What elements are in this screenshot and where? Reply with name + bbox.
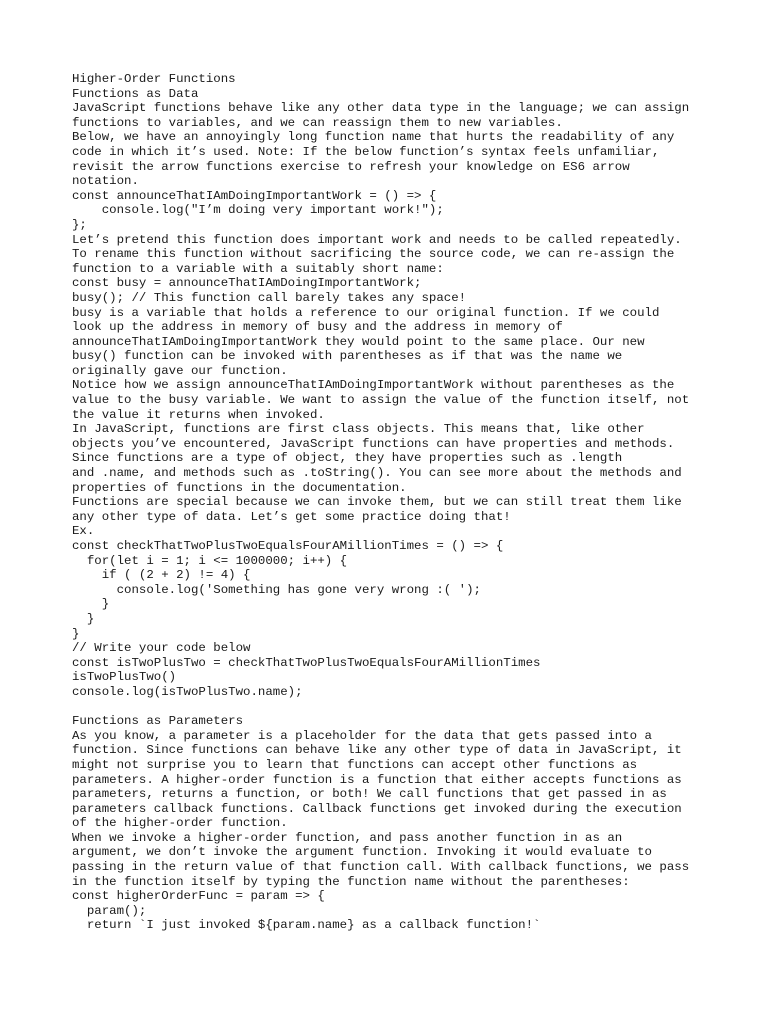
text-line: busy() function can be invoked with parentheses as if that was the name we: [72, 349, 623, 364]
text-line: console.log(isTwoPlusTwo.name);: [72, 684, 303, 699]
text-line: properties of functions in the documentation.: [72, 480, 407, 495]
text-line: }: [72, 626, 80, 641]
text-line: Let’s pretend this function does important work and needs to be called repeatedly.: [72, 232, 682, 247]
text-line: of the higher-order function.: [72, 816, 288, 831]
text-line: }: [72, 611, 95, 626]
text-line: argument, we don’t invoke the argument function. Invoking it would evaluate to: [72, 845, 652, 860]
text-line: const announceThatIAmDoingImportantWork = () => {: [72, 188, 437, 203]
text-line: In JavaScript, functions are first class objects. This means that, like other: [72, 422, 645, 437]
text-line: the value it returns when invoked.: [72, 407, 325, 422]
text-line: Functions as Data: [72, 86, 199, 101]
text-line: originally gave our function.: [72, 363, 288, 378]
text-line: passing in the return value of that function call. With callback functions, we pass: [72, 860, 690, 875]
text-line: look up the address in memory of busy and the address in memory of: [72, 320, 563, 335]
text-line: functions to variables, and we can reassign them to new variables.: [72, 115, 563, 130]
text-line: Functions as Parameters: [72, 714, 244, 729]
text-line: busy(); // This function call barely takes any space!: [72, 290, 467, 305]
text-line: Higher-Order Functions: [72, 72, 236, 86]
text-line: const higherOrderFunc = param => {: [72, 889, 325, 904]
text-line: code in which it’s used. Note: If the below function’s syntax feels unfamiliar,: [72, 144, 660, 159]
text-line: To rename this function without sacrificing the source code, we can re-assign the: [72, 247, 675, 262]
text-line: and .name, and methods such as .toString(). You can see more about the methods and: [72, 466, 682, 481]
text-line: isTwoPlusTwo(): [72, 670, 177, 685]
text-line: announceThatIAmDoingImportantWork they would point to the same place. Our new: [72, 334, 645, 349]
text-line: const busy = announceThatIAmDoingImportantWork;: [72, 276, 422, 291]
text-line: console.log('Something has gone very wrong :( ');: [72, 582, 481, 597]
text-line: value to the busy variable. We want to assign the value of the function itself, not: [72, 393, 690, 408]
text-line: const isTwoPlusTwo = checkThatTwoPlusTwoEqualsFourAMillionTimes: [72, 655, 541, 670]
document-page: [72, 72, 712, 933]
text-line: [72, 700, 712, 715]
text-line: in the function itself by typing the function name without the parentheses:: [72, 874, 630, 889]
text-line: Functions are special because we can invoke them, but we can still treat them like: [72, 495, 682, 510]
text-line: As you know, a parameter is a placeholder for the data that gets passed into a: [72, 728, 652, 743]
text-line: might not surprise you to learn that functions can accept other functions as: [72, 757, 638, 772]
text-line: revisit the arrow functions exercise to refresh your knowledge on ES6 arrow: [72, 159, 630, 174]
text-line: console.log("I’m doing very important work!");: [72, 203, 444, 218]
text-line: parameters, returns a function, or both! We call functions that get passed in as: [72, 787, 667, 802]
text-line: parameters callback functions. Callback functions get invoked during the execution: [72, 801, 682, 816]
text-line: const checkThatTwoPlusTwoEqualsFourAMillionTimes = () => {: [72, 539, 504, 553]
text-line: When we invoke a higher-order function, and pass another function in as an: [72, 830, 623, 845]
text-line: parameters. A higher-order function is a function that either accepts functions as: [72, 772, 682, 787]
text-line: for(let i = 1; i <= 1000000; i++) {: [72, 553, 348, 568]
text-line: // Write your code below: [72, 641, 251, 656]
text-line: any other type of data. Let’s get some practice doing that!: [72, 509, 511, 524]
text-line: if ( (2 + 2) != 4) {: [72, 568, 251, 583]
text-line: }: [72, 597, 110, 612]
text-line: JavaScript functions behave like any other data type in the language; we can assign: [72, 101, 690, 116]
text-line: Since functions are a type of object, they have properties such as .length: [72, 451, 623, 466]
text-line: function to a variable with a suitably short name:: [72, 261, 444, 276]
text-line: return `I just invoked ${param.name} as a callback function!`: [72, 918, 541, 933]
text-line: objects you’ve encountered, JavaScript functions can have properties and methods.: [72, 436, 675, 451]
text-line: Ex.: [72, 524, 95, 539]
text-line: notation.: [72, 174, 139, 189]
text-line: busy is a variable that holds a reference to our original function. If we could: [72, 305, 660, 320]
text-line: function. Since functions can behave like any other type of data in JavaScript, it: [72, 743, 682, 758]
text-line: Below, we have an annoyingly long function name that hurts the readability of any: [72, 130, 675, 145]
text-line: Notice how we assign announceThatIAmDoingImportantWork without parentheses as the: [72, 378, 675, 393]
text-line: };: [72, 217, 87, 232]
text-line: param();: [72, 903, 147, 918]
